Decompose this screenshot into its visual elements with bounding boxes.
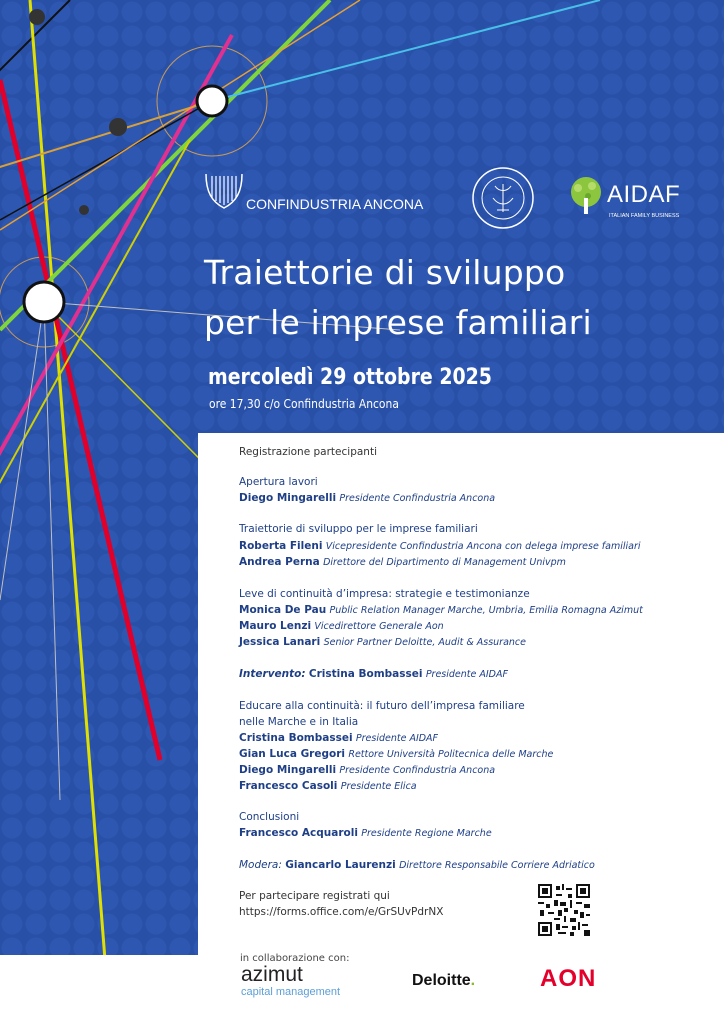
program-section-header: Apertura lavori	[239, 476, 318, 488]
program-section-header: Conclusioni	[239, 811, 300, 823]
deloitte-dot-icon: .	[470, 972, 476, 989]
tree-icon	[566, 176, 606, 216]
aidaf-label: AIDAF	[607, 181, 681, 208]
program-speaker	[239, 554, 566, 571]
program-speaker	[239, 538, 641, 555]
program-registration: Registrazione partecipanti	[239, 446, 377, 458]
speaker-name: Francesco Casoli	[239, 780, 338, 792]
deloitte-logo	[412, 972, 475, 990]
program-section-header: nelle Marche e in Italia	[239, 716, 359, 728]
speaker-name: Diego Mingarelli	[239, 764, 337, 776]
program-section-header: Leve di continuità d’impresa: strategie e testimonianze	[239, 588, 530, 600]
speaker-name: Mauro Lenzi	[239, 620, 312, 632]
speaker-name: Jessica Lanari	[239, 636, 321, 648]
modera-label: Modera:	[239, 859, 282, 871]
program-panel	[198, 433, 724, 955]
speaker-role: Rettore Università Politecnica delle Marche	[348, 749, 554, 760]
confindustria-logo	[202, 168, 246, 212]
title-line-1: Traiettorie di sviluppo	[204, 253, 566, 292]
collaboration-label: in collaborazione con:	[240, 953, 350, 964]
speaker-name: Diego Mingarelli	[239, 492, 337, 504]
speaker-role: Presidente Confindustria Ancona	[339, 765, 496, 776]
speaker-role: Public Relation Manager Marche, Umbria, Emilia Romagna Azimut	[329, 605, 643, 616]
azimut-subtitle: capital management	[241, 986, 341, 998]
program-intervento	[239, 666, 508, 683]
speaker-role: Vicedirettore Generale Aon	[314, 621, 444, 632]
program-speaker	[239, 746, 553, 763]
aidaf-logo	[566, 176, 606, 216]
program-speaker	[239, 490, 495, 507]
speaker-role: Presidente AIDAF	[355, 733, 439, 744]
speaker-name: Gian Luca Gregori	[239, 748, 345, 760]
program-speaker	[239, 634, 526, 651]
deloitte-wordmark: Deloitte	[412, 972, 471, 989]
speaker-role: Presidente Regione Marche	[361, 828, 492, 839]
speaker-role: Direttore del Dipartimento di Management Univpm	[323, 557, 566, 568]
speaker-name: Cristina Bombassei	[308, 668, 423, 680]
program-moderator	[239, 857, 595, 874]
speaker-name: Giancarlo Laurenzi	[285, 859, 396, 871]
title-line-2: per le imprese familiari	[204, 303, 592, 342]
intervento-label: Intervento:	[239, 668, 306, 680]
register-link[interactable]: https://forms.office.com/e/GrSUvPdrNX	[239, 906, 444, 918]
speaker-role: Vicepresidente Confindustria Ancona con delega imprese familiari	[325, 541, 641, 552]
event-date: mercoledì 29 ottobre 2025	[208, 365, 492, 390]
program-speaker	[239, 730, 438, 747]
qr-code[interactable]	[538, 884, 590, 936]
speaker-name: Monica De Pau	[239, 604, 327, 616]
speaker-role: Presidente AIDAF	[425, 669, 508, 680]
sponsor-strip	[0, 955, 724, 1024]
confindustria-label: CONFINDUSTRIA ANCONA	[246, 196, 424, 212]
program-section-header: Educare alla continuità: il futuro dell’impresa familiare	[239, 700, 525, 712]
event-title	[204, 248, 592, 348]
speaker-name: Andrea Perna	[239, 556, 320, 568]
univpm-seal	[471, 166, 535, 230]
confindustria-eagle-icon	[202, 168, 246, 212]
speaker-name: Roberta Fileni	[239, 540, 323, 552]
speaker-role: Senior Partner Deloitte, Audit & Assurance	[323, 637, 526, 648]
speaker-role: Presidente Confindustria Ancona	[339, 493, 496, 504]
speaker-name: Cristina Bombassei	[239, 732, 353, 744]
univpm-seal-icon	[471, 166, 535, 230]
speaker-role: Direttore Responsabile Corriere Adriatico	[399, 860, 595, 871]
aon-logo: AON	[540, 965, 597, 992]
register-label: Per partecipare registrati qui	[239, 890, 390, 902]
aidaf-subtitle: ITALIAN FAMILY BUSINESS	[609, 213, 680, 219]
speaker-role: Presidente Elica	[340, 781, 417, 792]
program-speaker	[239, 602, 643, 619]
program-speaker	[239, 778, 417, 795]
program-section-header: Traiettorie di sviluppo per le imprese familiari	[239, 523, 478, 535]
program-speaker	[239, 762, 495, 779]
program-speaker	[239, 825, 492, 842]
event-place: ore 17,30 c/o Confindustria Ancona	[209, 396, 399, 411]
azimut-logo	[241, 965, 340, 999]
speaker-name: Francesco Acquaroli	[239, 827, 358, 839]
azimut-wordmark: azimut	[241, 963, 303, 986]
program-speaker	[239, 618, 444, 635]
